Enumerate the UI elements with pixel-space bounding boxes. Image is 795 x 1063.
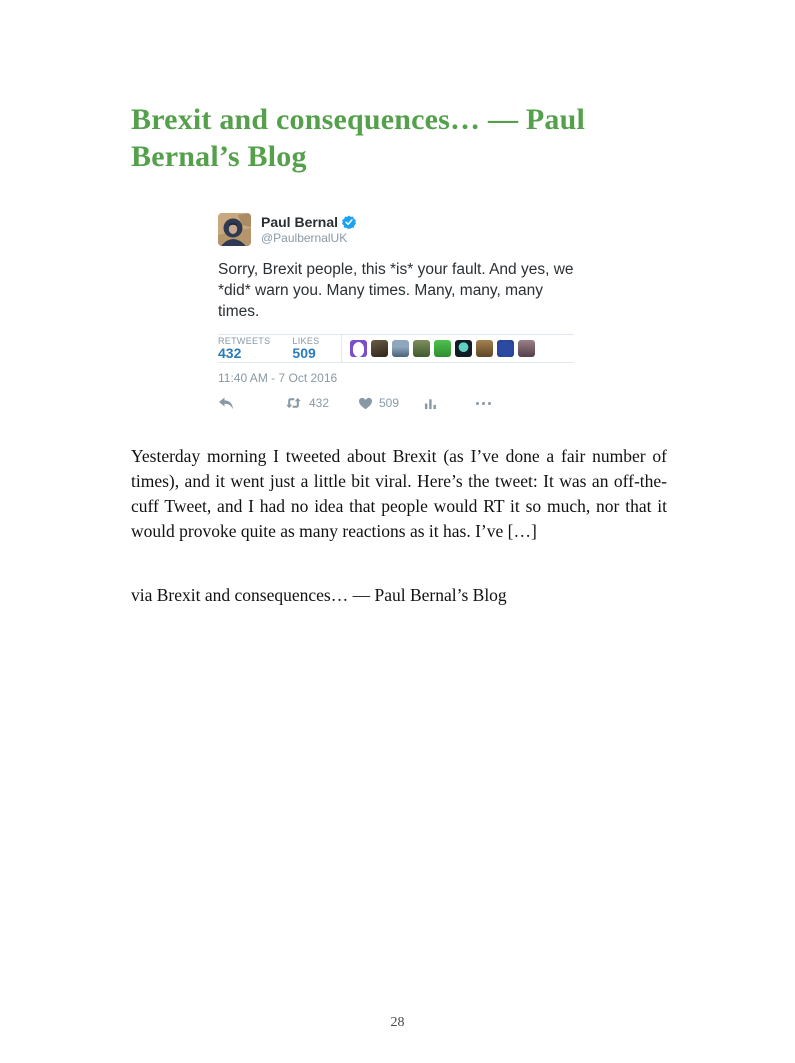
retweets-stat[interactable] — [218, 336, 270, 361]
retweet-icon — [284, 397, 303, 409]
likes-count: 509 — [292, 345, 316, 361]
tweet-author-name[interactable]: Paul Bernal — [261, 214, 339, 230]
avatar-photo-icon — [218, 213, 251, 246]
likes-label: LIKES — [292, 336, 320, 346]
embedded-tweet[interactable] — [218, 206, 574, 410]
retweet-button[interactable] — [284, 396, 358, 410]
follower-avatars — [350, 340, 535, 357]
verified-badge-icon — [342, 215, 356, 229]
follower-avatar[interactable] — [434, 340, 451, 357]
follower-avatar[interactable] — [350, 340, 367, 357]
author-avatar[interactable] — [218, 213, 251, 246]
analytics-button[interactable] — [424, 397, 476, 410]
via-attribution: via Brexit and consequences… — Paul Bernal’s Blog — [131, 585, 507, 605]
follower-avatar[interactable] — [392, 340, 409, 357]
follower-avatar[interactable] — [413, 340, 430, 357]
tweet-header — [218, 206, 574, 246]
follower-avatar[interactable] — [518, 340, 535, 357]
reply-icon — [218, 397, 234, 410]
likes-stat[interactable] — [292, 336, 319, 361]
tweet-actions — [218, 396, 574, 410]
follower-avatar[interactable] — [371, 340, 388, 357]
like-action-count: 509 — [379, 396, 400, 410]
heart-icon — [358, 397, 373, 410]
follower-avatar[interactable] — [455, 340, 472, 357]
author-identity — [261, 213, 356, 245]
reply-button[interactable] — [218, 397, 284, 410]
like-button[interactable] — [358, 396, 424, 410]
tweet-stats-row — [218, 334, 574, 363]
retweet-action-count: 432 — [309, 396, 330, 410]
tweet-timestamp[interactable]: 11:40 AM - 7 Oct 2016 — [218, 371, 338, 385]
bar-chart-icon — [424, 397, 437, 410]
tweet-text: Sorry, Brexit people, this *is* your fault. And yes, we *did* warn you. Many times. Many, many, many times. — [218, 261, 574, 320]
stats-divider — [341, 335, 342, 362]
retweets-label: RETWEETS — [218, 336, 271, 346]
page-number: 28 — [390, 1015, 405, 1030]
page-title: Brexit and consequences… — Paul Bernal’s Blog — [131, 103, 586, 173]
retweets-count: 432 — [218, 345, 242, 361]
ellipsis-icon — [476, 402, 491, 405]
follower-avatar[interactable] — [497, 340, 514, 357]
more-button[interactable] — [476, 402, 491, 405]
article-body: Yesterday morning I tweeted about Brexit (as I’ve done a fair number of times), and it went just a little bit viral. Here’s the tweet: It was an off-the-cuff Tweet, and I had no idea that people would RT it so much, nor that it would provoke quite as many reactions as it has. I’ve […] — [131, 446, 667, 541]
follower-avatar[interactable] — [476, 340, 493, 357]
tweet-author-handle[interactable]: @PaulbernalUK — [261, 231, 348, 245]
